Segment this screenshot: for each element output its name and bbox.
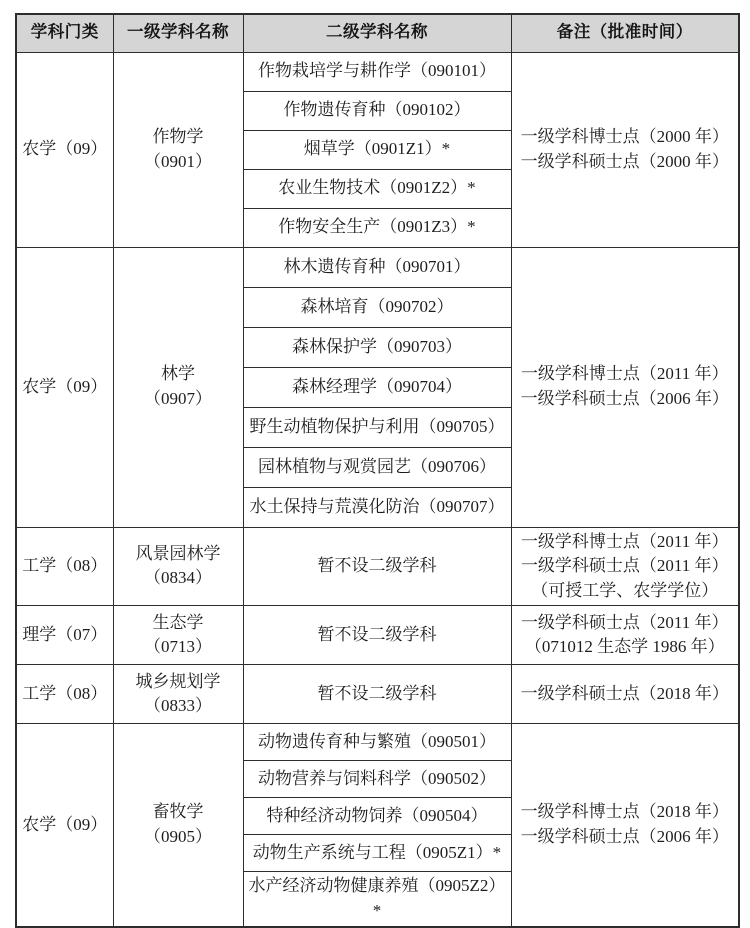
category-cell: 理学（07） (16, 606, 113, 665)
first-level-cell (113, 724, 243, 927)
remark-cell (511, 52, 739, 247)
first-level-code: （0833） (144, 696, 212, 716)
category-cell: 农学（09） (16, 247, 113, 527)
remark-line: 一级学科博士点（2000 年） (520, 126, 729, 146)
second-level-cell: 特种经济动物饲养（090504） (243, 798, 511, 835)
table-row (16, 247, 739, 287)
second-level-cell: 水土保持与荒漠化防治（090707） (243, 487, 511, 527)
discipline-table (15, 13, 740, 928)
remark-cell (511, 724, 739, 927)
col-header-category: 学科门类 (16, 14, 113, 52)
remark-line: 一级学科硕士点（2018 年） (520, 684, 729, 704)
category-cell: 农学（09） (16, 724, 113, 927)
second-level-cell: 动物遗传育种与繁殖（090501） (243, 724, 511, 761)
second-level-cell: 林木遗传育种（090701） (243, 247, 511, 287)
remark-line: 一级学科博士点（2011 年） (520, 531, 729, 551)
first-level-cell (113, 606, 243, 665)
second-level-cell: 作物栽培学与耕作学（090101） (243, 52, 511, 91)
second-level-cell: 森林经理学（090704） (243, 367, 511, 407)
second-level-cell: 水产经济动物健康养殖（0905Z2）* (243, 872, 511, 927)
second-level-cell: 农业生物技术（0901Z2）* (243, 169, 511, 208)
first-level-code: （0901） (144, 151, 212, 171)
remark-line: 一级学科博士点（2011 年） (520, 364, 729, 384)
remark-cell (511, 247, 739, 527)
remark-cell (511, 527, 739, 606)
category-cell: 农学（09） (16, 52, 113, 247)
first-level-code: （0834） (144, 568, 212, 588)
table-row (16, 606, 739, 665)
remark-line: （071012 生态学 1986 年） (524, 637, 725, 657)
second-level-cell: 暂不设二级学科 (243, 606, 511, 665)
second-level-cell: 动物营养与饲料科学（090502） (243, 761, 511, 798)
table-row (16, 52, 739, 91)
second-level-cell: 暂不设二级学科 (243, 527, 511, 606)
remark-cell (511, 606, 739, 665)
first-level-name: 城乡规划学 (135, 671, 221, 691)
first-level-code: （0713） (144, 637, 212, 657)
first-level-code: （0905） (144, 827, 212, 847)
category-cell: 工学（08） (16, 665, 113, 724)
col-header-second-level: 二级学科名称 (243, 14, 511, 52)
first-level-name: 风景园林学 (135, 543, 221, 563)
second-level-cell: 森林培育（090702） (243, 287, 511, 327)
table-row (16, 724, 739, 761)
remark-line: 一级学科硕士点（2006 年） (520, 827, 729, 847)
second-level-cell: 野生动植物保护与利用（090705） (243, 407, 511, 447)
remark-line: 一级学科硕士点（2011 年） (520, 612, 729, 632)
second-level-cell: 作物安全生产（0901Z3）* (243, 208, 511, 247)
first-level-cell (113, 247, 243, 527)
second-level-cell: 烟草学（0901Z1）* (243, 130, 511, 169)
first-level-name: 林学 (161, 364, 195, 384)
second-level-cell: 动物生产系统与工程（0905Z1）* (243, 835, 511, 872)
second-level-cell: 森林保护学（090703） (243, 327, 511, 367)
col-header-remark: 备注（批准时间） (511, 14, 739, 52)
remark-cell (511, 665, 739, 724)
category-cell: 工学（08） (16, 527, 113, 606)
table-row (16, 665, 739, 724)
col-header-first-level: 一级学科名称 (113, 14, 243, 52)
remark-line: （可授工学、农学学位） (531, 580, 719, 600)
table-row (16, 527, 739, 606)
remark-line: 一级学科硕士点（2006 年） (520, 389, 729, 408)
first-level-cell (113, 52, 243, 247)
remark-line: 一级学科硕士点（2011 年） (520, 556, 729, 576)
first-level-name: 生态学 (152, 612, 204, 632)
table-header-row (16, 14, 739, 52)
first-level-name: 作物学 (152, 126, 204, 146)
first-level-code: （0907） (144, 389, 212, 408)
remark-line: 一级学科硕士点（2000 年） (520, 151, 729, 171)
second-level-cell: 暂不设二级学科 (243, 665, 511, 724)
second-level-cell: 作物遗传育种（090102） (243, 91, 511, 130)
first-level-cell (113, 665, 243, 724)
first-level-name: 畜牧学 (152, 802, 204, 822)
first-level-cell (113, 527, 243, 606)
second-level-cell: 园林植物与观赏园艺（090706） (243, 447, 511, 487)
remark-line: 一级学科博士点（2018 年） (520, 802, 729, 822)
